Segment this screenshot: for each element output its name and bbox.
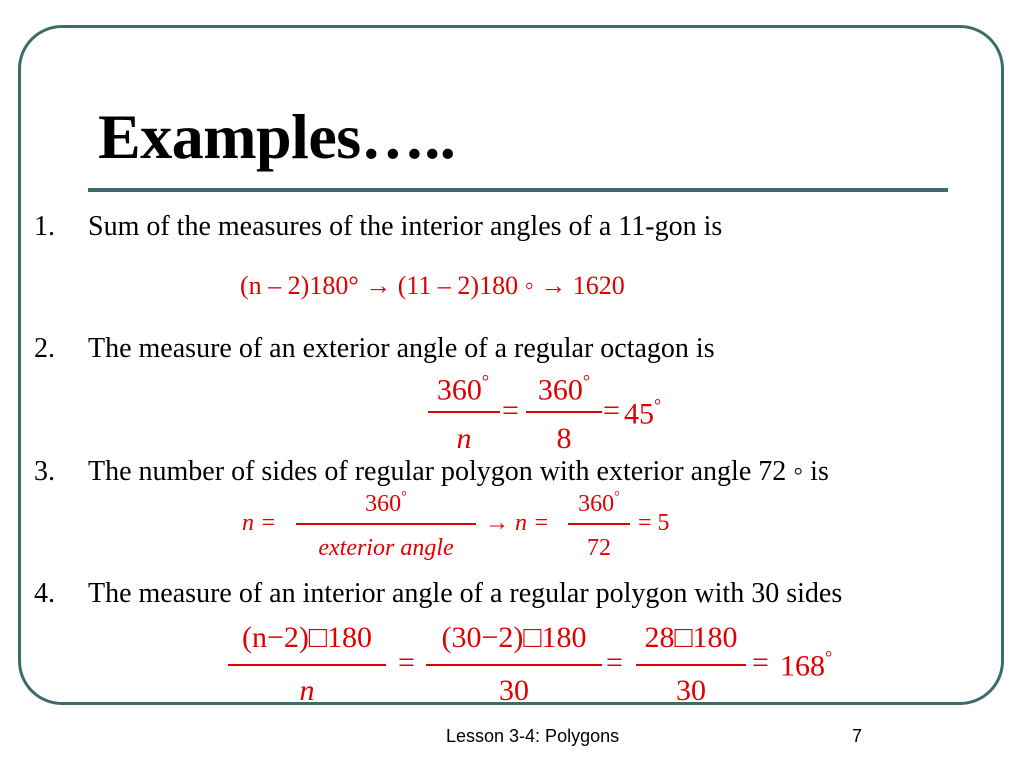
fraction-denominator: n bbox=[299, 674, 315, 707]
list-item-3 bbox=[34, 458, 829, 486]
formula-1: (n – 2)180° → (11 – 2)180 ◦ → 1620 bbox=[240, 271, 625, 300]
fraction-numerator: 360 bbox=[436, 373, 482, 407]
degree-symbol: ° bbox=[614, 489, 620, 505]
arrow-implies: → n = bbox=[485, 510, 550, 536]
fraction-denominator: 72 bbox=[587, 535, 611, 561]
list-item-4 bbox=[34, 580, 842, 608]
fraction-bar bbox=[296, 523, 476, 525]
degree-symbol: ° bbox=[481, 371, 490, 391]
fraction-denominator: exterior angle bbox=[318, 535, 454, 561]
equals-sign: = bbox=[502, 394, 519, 427]
item-text: The measure of an interior angle of a regular polygon with 30 sides bbox=[88, 578, 843, 609]
degree-symbol: ° bbox=[582, 371, 591, 391]
equals-sign: = bbox=[398, 646, 415, 679]
equals-sign: = bbox=[606, 646, 623, 679]
formula-lhs: n = bbox=[242, 510, 277, 536]
fraction-numerator: 360 bbox=[365, 491, 402, 518]
footer-text: Lesson 3-4: Polygons bbox=[446, 726, 620, 746]
list-item-1 bbox=[34, 213, 722, 241]
degree-symbol: ° bbox=[401, 489, 407, 505]
item-number: 3. bbox=[34, 456, 55, 487]
fraction-denominator: 30 bbox=[499, 674, 529, 707]
fraction-numerator: (n−2)□180 bbox=[241, 621, 373, 654]
list-item-2 bbox=[34, 335, 715, 363]
item-text: The measure of an exterior angle of a regular octagon is bbox=[88, 333, 715, 364]
fraction-bar bbox=[228, 664, 386, 666]
page-number: 7 bbox=[852, 726, 863, 746]
equals-sign: = bbox=[752, 646, 769, 679]
fraction-bar bbox=[426, 664, 602, 666]
degree-symbol: ° bbox=[825, 647, 833, 667]
fraction-denominator: 30 bbox=[676, 674, 706, 707]
item-number: 2. bbox=[34, 333, 55, 364]
fraction-denominator: n bbox=[456, 422, 472, 455]
fraction-bar bbox=[636, 664, 746, 666]
fraction-bar bbox=[568, 523, 630, 525]
slide-title: Examples….. bbox=[98, 101, 456, 172]
fraction-numerator: 360 bbox=[578, 491, 615, 518]
fraction-numerator: 360 bbox=[537, 373, 583, 407]
fraction-bar bbox=[526, 411, 602, 413]
item-text: Sum of the measures of the interior angles of a 11-gon is bbox=[88, 211, 723, 242]
fraction-denominator: 8 bbox=[556, 422, 572, 455]
item-number: 4. bbox=[34, 578, 55, 609]
item-number: 1. bbox=[34, 211, 55, 242]
title-divider bbox=[88, 188, 948, 192]
result-value: = 5 bbox=[638, 510, 670, 536]
result-value: 168 bbox=[780, 649, 825, 683]
fraction-bar bbox=[428, 411, 500, 413]
fraction-numerator: (30−2)□180 bbox=[441, 621, 587, 654]
fraction-numerator: 28□180 bbox=[644, 621, 738, 654]
equals-sign: = bbox=[603, 394, 620, 427]
result-value: 45 bbox=[624, 397, 654, 431]
degree-symbol: ° bbox=[654, 395, 662, 415]
item-text: The number of sides of regular polygon with exterior angle 72 ◦ is bbox=[88, 456, 829, 487]
